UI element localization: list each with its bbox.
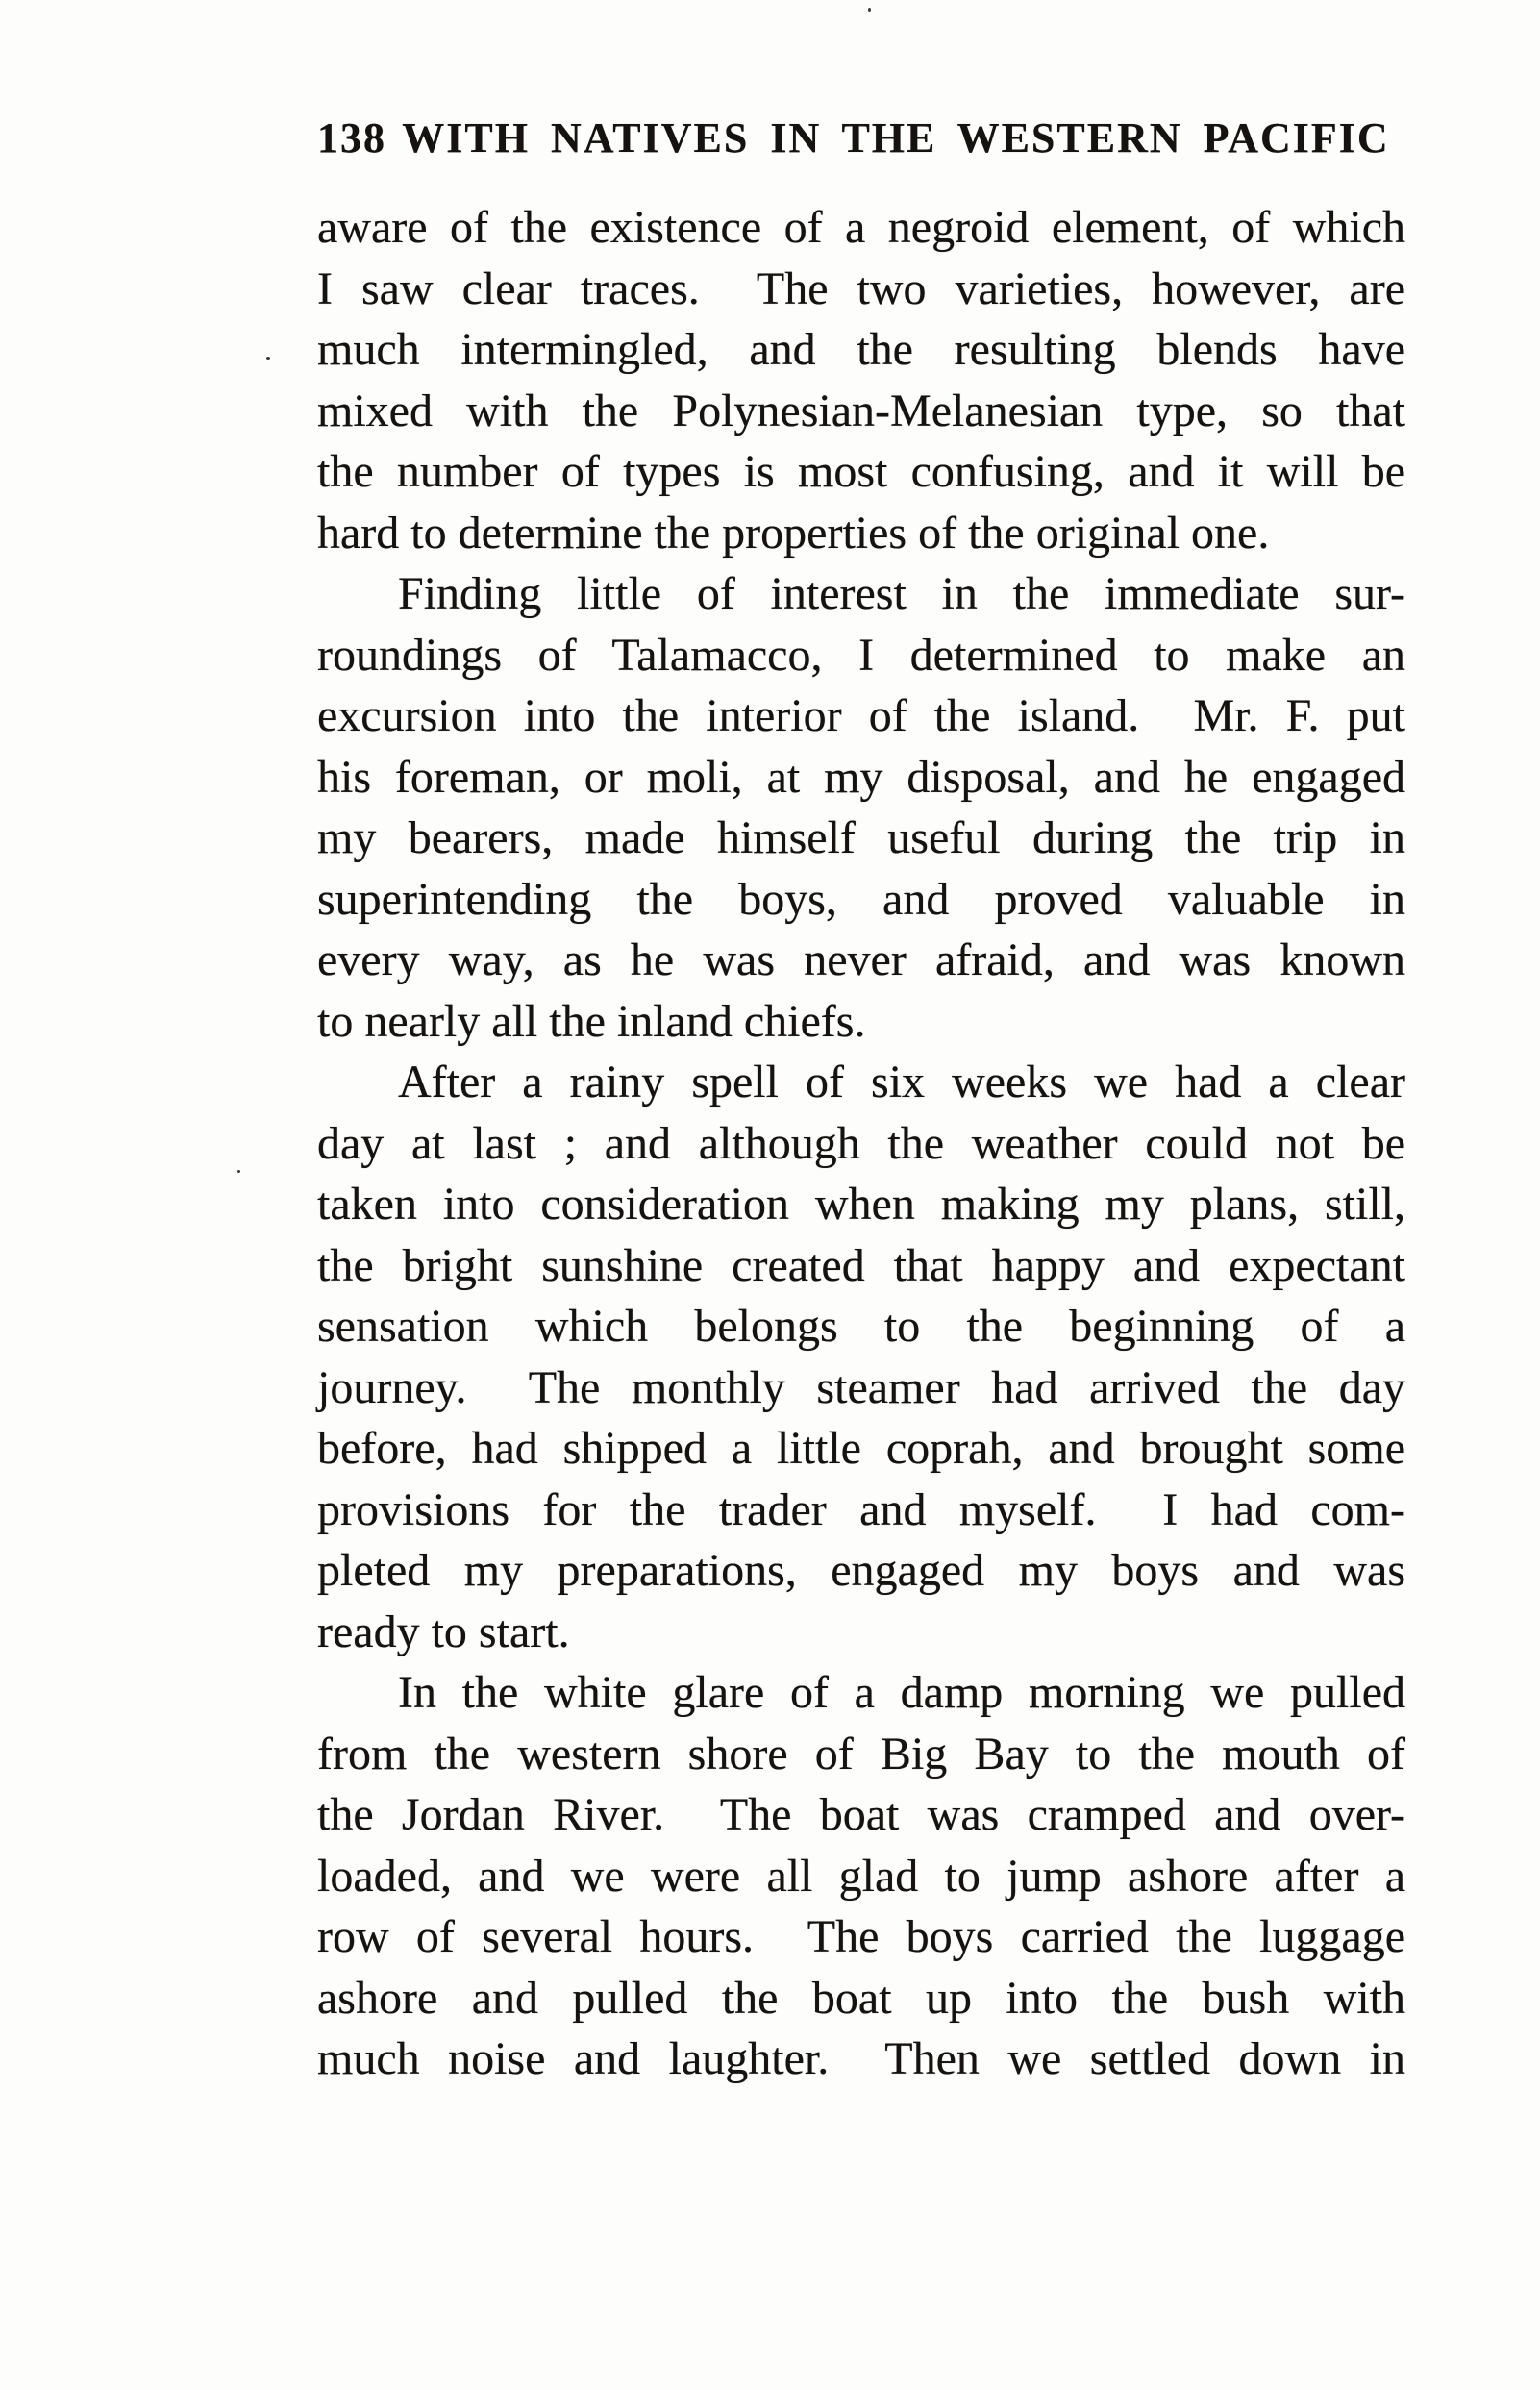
text-line: Finding little of interest in the immediate sur- — [398, 568, 1405, 619]
text-line: aware of the existence of a negroid element, of which — [317, 202, 1405, 253]
text-line: before, had shipped a little coprah, and brought some — [317, 1423, 1405, 1474]
text-line: from the western shore of Big Bay to the mouth of — [317, 1728, 1405, 1780]
text-line: pleted my preparations, engaged my boys and was — [317, 1545, 1405, 1596]
text-line: taken into consideration when making my plans, still, — [317, 1179, 1405, 1230]
text-line: much intermingled, and the resulting blends have — [317, 324, 1405, 375]
text-line: to nearly all the inland chiefs. — [317, 995, 866, 1047]
text-line: his foreman, or moli, at my disposal, and he engaged — [317, 751, 1405, 803]
text-line: every way, as he was never afraid, and was known — [317, 934, 1405, 985]
text-line: the bright sunshine created that happy and expectant — [317, 1239, 1405, 1291]
text-line: much noise and laughter. Then we settled down in — [317, 2033, 1405, 2084]
scan-speck — [237, 1170, 240, 1173]
text-line: provisions for the trader and myself. I had com- — [317, 1483, 1405, 1535]
text-line: I saw clear traces. The two varieties, however, are — [317, 262, 1405, 314]
scan-speck — [266, 357, 270, 360]
text-line: In the white glare of a damp morning we pulled — [398, 1667, 1405, 1718]
page-header — [317, 115, 1405, 162]
text-line: mixed with the Polynesian-Melanesian type, so that — [317, 385, 1405, 436]
text-line: sensation which belongs to the beginning of a — [317, 1301, 1405, 1352]
running-title: WITH NATIVES IN THE WESTERN PACIFIC — [402, 114, 1390, 162]
text-line: the Jordan River. The boat was cramped and over- — [317, 1789, 1405, 1840]
text-line: After a rainy spell of six weeks we had a clear — [398, 1057, 1405, 1108]
text-line: hard to determine the properties of the original one. — [317, 507, 1270, 559]
text-line: journey. The monthly steamer had arrived the day — [317, 1361, 1405, 1413]
text-line: ashore and pulled the boat up into the bush with — [317, 1972, 1405, 2024]
text-line: day at last ; and although the weather could not be — [317, 1117, 1405, 1169]
text-line: superintending the boys, and proved valuable in — [317, 873, 1405, 925]
text-line: loaded, and we were all glad to jump ashore after a — [317, 1850, 1405, 1902]
text-line: my bearers, made himself useful during the trip in — [317, 812, 1405, 863]
page-number: 138 — [317, 114, 386, 162]
text-line: roundings of Talamacco, I determined to make an — [317, 629, 1405, 681]
text-line: excursion into the interior of the island. Mr. F. put — [317, 690, 1405, 741]
text-block — [317, 197, 1405, 2090]
text-line: ready to start. — [317, 1606, 570, 1657]
text-line: the number of types is most confusing, and it will be — [317, 446, 1405, 497]
text-line: row of several hours. The boys carried the luggage — [317, 1911, 1405, 1962]
scan-speck — [868, 8, 871, 12]
